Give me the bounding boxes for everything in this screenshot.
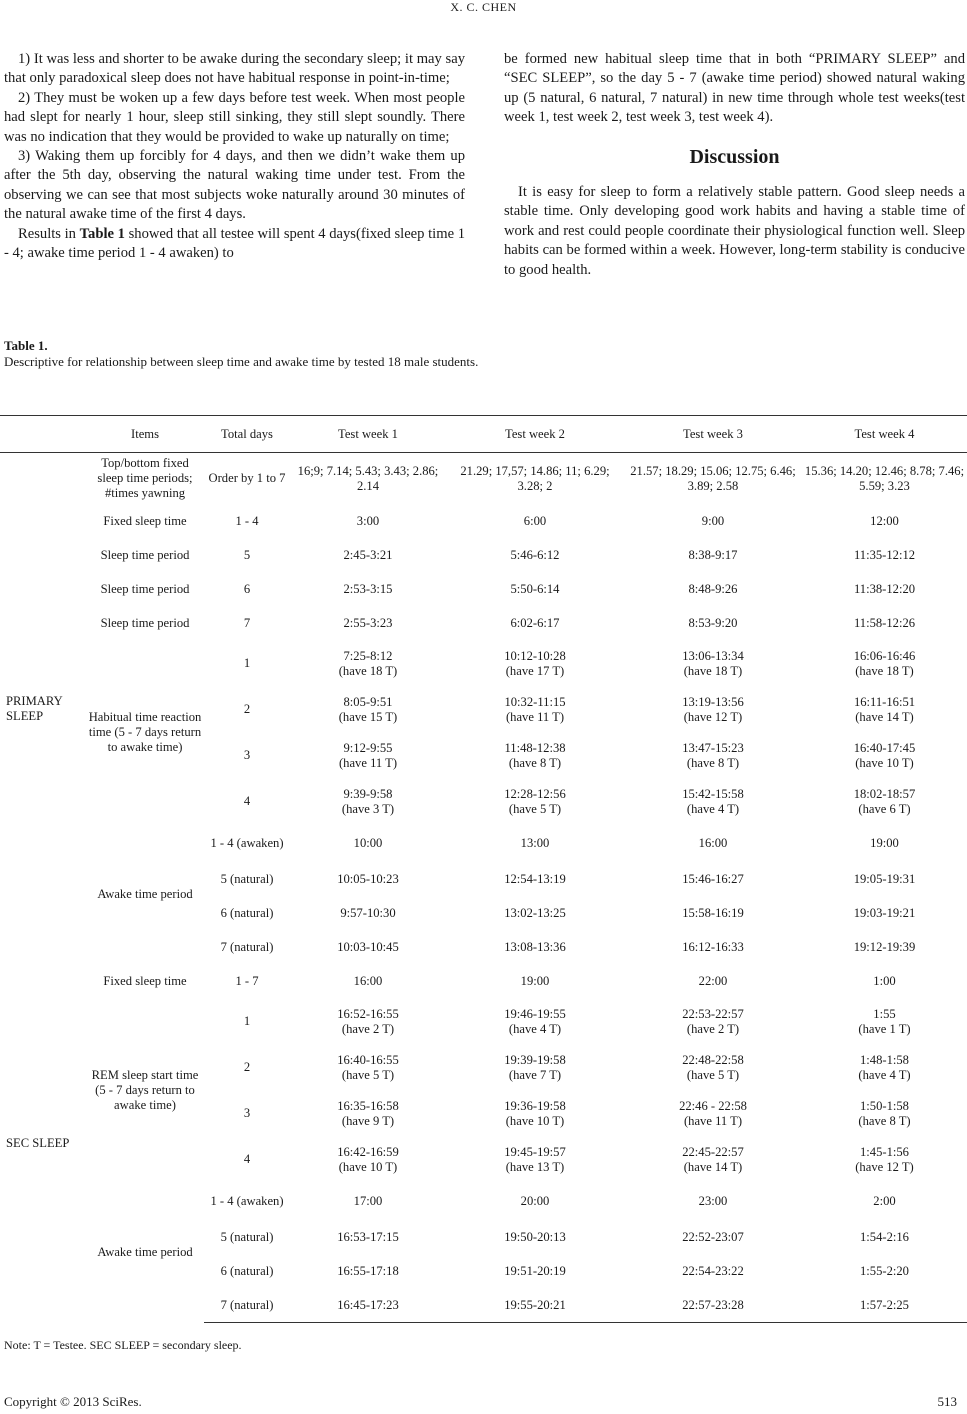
time-value: 19:51-20:19 [504, 1264, 566, 1278]
week-cell [290, 897, 446, 931]
time-value: 2:00 [873, 1194, 896, 1208]
total-days-cell: 5 [243, 548, 251, 562]
week-cell [290, 453, 446, 505]
total-days-cell: 5 (natural) [220, 872, 274, 886]
time-value: 22:46 - 22:58 [679, 1098, 747, 1113]
testee-count: (have 18 T) [338, 663, 398, 678]
week-cell [446, 539, 624, 573]
week-cell [446, 687, 624, 733]
week-cell [624, 965, 802, 999]
week-cell [802, 825, 967, 863]
time-value: 15:58-16:19 [682, 906, 744, 920]
item-label: Awake time period [97, 887, 193, 901]
time-value: 12:28-12:56 [504, 786, 566, 801]
week-cell [802, 733, 967, 779]
testee-count: (have 10 T) [855, 755, 914, 770]
time-value: 5:50-6:14 [510, 582, 560, 596]
total-days-cell: 7 (natural) [204, 1289, 290, 1323]
header-cell: Items [86, 416, 204, 453]
header-cell: Total days [204, 416, 290, 453]
week-cell [290, 687, 446, 733]
table-caption-text: Descriptive for relationship between sleep time and awake time by tested 18 male students. [4, 354, 479, 369]
time-value: 1:55-2:20 [860, 1264, 909, 1278]
week-cell [802, 1255, 967, 1289]
testee-count: (have 2 T) [686, 1021, 740, 1036]
time-value: 16:06-16:46 [853, 648, 916, 663]
paragraph: 1) It was less and shorter to be awake during the secondary sleep; it may say that only paradoxical sleep does not have habitual response in point-in-time; [4, 51, 465, 87]
week-cell [802, 1045, 967, 1091]
time-value: 8:38-9:17 [688, 548, 738, 562]
week-cell [446, 999, 624, 1045]
time-value: 22:52-23:07 [682, 1230, 744, 1244]
week-cell [290, 1091, 446, 1137]
time-value: 19:46-19:55 [504, 1006, 566, 1021]
time-value: 19:55-20:21 [504, 1297, 566, 1312]
header-cell [0, 416, 86, 453]
table-row [0, 539, 967, 573]
header-cell: Test week 1 [290, 416, 446, 453]
total-days-cell: 6 (natural) [220, 906, 274, 920]
header-cell: Test week 2 [446, 416, 624, 453]
paragraph: be formed new habitual sleep time that in both “PRIMARY SLEEP” and “SEC SLEEP”, so the day 5 - 7 (awake time period) showed natural waking up (5 natural, 6 natural, 7 natural) in new time through whole test weeks(test week 1, test week 2, test week 3, test week 4). [504, 51, 965, 126]
time-value: 22:57-23:28 [682, 1297, 744, 1312]
week-cell [802, 573, 967, 607]
table-row [0, 825, 967, 863]
week-cell [802, 1289, 967, 1323]
time-value: 16:40-17:45 [853, 740, 916, 755]
week-cell [624, 607, 802, 641]
total-days-cell: 1 [243, 656, 251, 670]
time-value: 15.36; 14.20; 12.46; 8.78; 7.46; 5.59; 3.23 [804, 463, 965, 493]
time-value: 11:58-12:26 [853, 616, 916, 630]
item-label: Habitual time reaction time (5 - 7 days return to awake time) [88, 710, 202, 754]
time-value: 10:12-10:28 [504, 648, 566, 663]
week-cell [624, 1183, 802, 1221]
week-cell [290, 733, 446, 779]
testee-count: (have 2 T) [341, 1021, 395, 1036]
week-cell [446, 1137, 624, 1183]
time-value: 16:53-17:15 [337, 1230, 399, 1244]
time-value: 18:02-18:57 [853, 786, 916, 801]
time-value: 22:48-22:58 [682, 1052, 744, 1067]
item-label: Top/bottom fixed sleep time periods; #times yawning [97, 456, 193, 501]
week-cell [624, 1091, 802, 1137]
total-days-cell: Order by 1 to 7 [208, 471, 286, 486]
table-row [0, 641, 967, 687]
testee-count: (have 11 T) [683, 1113, 743, 1128]
week-cell [802, 931, 967, 965]
testee-count: (have 14 T) [855, 709, 914, 724]
total-days-cell: 1 - 4 (awaken) [210, 1194, 284, 1208]
week-cell [802, 779, 967, 825]
results-post: showed that all testee will spent 4 days(fixed sleep time 1 - 4; awake time period 1 - 4 awaken) to [4, 225, 465, 262]
week-cell [290, 1289, 446, 1323]
time-value: 13:00 [520, 836, 550, 850]
testee-count: (have 5 T) [341, 1067, 395, 1082]
week-cell [446, 825, 624, 863]
week-cell [802, 965, 967, 999]
week-cell [802, 505, 967, 539]
week-cell [446, 1221, 624, 1255]
copyright: Copyright © 2013 SciRes. [4, 1394, 142, 1409]
time-value: 22:00 [698, 974, 728, 988]
week-cell [802, 999, 967, 1045]
time-value: 21.57; 18.29; 15.06; 12.75; 6.46; 3.89; 2.58 [630, 463, 796, 493]
time-value: 15:46-16:27 [682, 872, 744, 886]
time-value: 16:55-17:18 [337, 1264, 399, 1278]
total-days-cell: 2 [243, 1060, 251, 1074]
week-cell [802, 897, 967, 931]
time-value: 3:00 [356, 514, 380, 528]
week-cell [446, 965, 624, 999]
week-cell [624, 1045, 802, 1091]
paragraph: 3) Waking them up forcibly for 4 days, and then we didn’t wake them up after the 5th day, observing the natural waking time under test. From the observing we can see that most subjects woke naturally around 30 minutes of the natural awake time of the first 4 days. [4, 148, 465, 223]
week-cell [624, 641, 802, 687]
time-value: 7:25-8:12 [343, 648, 393, 663]
week-cell [624, 999, 802, 1045]
testee-count: (have 1 T) [858, 1021, 911, 1036]
total-days-cell: 4 [243, 794, 251, 808]
week-cell [446, 1255, 624, 1289]
time-value: 16:40-16:55 [337, 1052, 399, 1067]
time-value: 19:36-19:58 [504, 1098, 566, 1113]
time-value: 1:50-1:58 [860, 1098, 909, 1113]
section-label: SEC SLEEP [6, 1136, 70, 1150]
time-value: 2:45-3:21 [343, 548, 393, 562]
week-cell [290, 779, 446, 825]
week-cell [624, 573, 802, 607]
total-days-cell: 6 [243, 582, 251, 596]
week-cell [290, 1183, 446, 1221]
week-cell [446, 573, 624, 607]
week-cell [802, 1137, 967, 1183]
time-value: 5:46-6:12 [510, 548, 560, 562]
time-value: 16:52-16:55 [337, 1006, 399, 1021]
week-cell [624, 1289, 802, 1323]
week-cell [624, 539, 802, 573]
time-value: 21.29; 17,57; 14.86; 11; 6.29; 3.28; 2 [460, 463, 610, 493]
week-cell [290, 1255, 446, 1289]
time-value: 23:00 [698, 1194, 728, 1208]
total-days-cell: 6 (natural) [220, 1264, 274, 1278]
week-cell [446, 453, 624, 505]
week-cell [624, 825, 802, 863]
time-value: 8:05-9:51 [343, 694, 393, 709]
time-value: 22:45-22:57 [682, 1144, 744, 1159]
testee-count: (have 14 T) [683, 1159, 743, 1174]
table-header-row [0, 416, 967, 453]
week-cell [624, 1221, 802, 1255]
total-days-cell: 3 [243, 1106, 251, 1120]
item-label: Sleep time period [100, 548, 190, 562]
week-cell [802, 607, 967, 641]
week-cell [802, 687, 967, 733]
week-cell [290, 1221, 446, 1255]
table-caption [4, 338, 478, 370]
week-cell [446, 505, 624, 539]
week-cell [624, 1255, 802, 1289]
week-cell [624, 931, 802, 965]
testee-count: (have 12 T) [855, 1159, 914, 1174]
week-cell [290, 863, 446, 897]
paragraph: It is easy for sleep to form a relatively stable pattern. Good sleep needs a stable time. Only developing good work habits and having a stable time of work and rest could people coordinate their physiological function well. Sleep habits can be formed within a week. However, long-term stability is conducive to good health. [504, 184, 965, 278]
data-table [0, 415, 967, 1323]
week-cell [290, 641, 446, 687]
testee-count: (have 12 T) [683, 709, 743, 724]
time-value: 6:02-6:17 [510, 616, 560, 630]
table-body [0, 453, 967, 1323]
week-cell [624, 779, 802, 825]
table-row [0, 965, 967, 999]
time-value: 12:00 [870, 514, 899, 528]
time-value: 16:35-16:58 [337, 1098, 399, 1113]
testee-count: (have 8 T) [686, 755, 740, 770]
week-cell [802, 1183, 967, 1221]
week-cell [290, 999, 446, 1045]
week-cell [624, 1137, 802, 1183]
table-row [0, 607, 967, 641]
time-value: 11:35-12:12 [853, 548, 916, 562]
week-cell [290, 931, 446, 965]
time-value: 16:00 [353, 974, 383, 988]
results-paragraph [4, 225, 465, 264]
testee-count: (have 6 T) [858, 801, 911, 816]
time-value: 9:12-9:55 [343, 740, 393, 755]
week-cell [446, 1091, 624, 1137]
total-days-cell: 1 - 4 [235, 514, 259, 528]
time-value: 1:48-1:58 [860, 1052, 909, 1067]
week-cell [446, 733, 624, 779]
table-row [0, 453, 967, 505]
testee-count: (have 9 T) [341, 1113, 395, 1128]
time-value: 12:54-13:19 [504, 872, 566, 886]
total-days-cell: 1 - 4 (awaken) [210, 836, 284, 850]
week-cell [446, 1045, 624, 1091]
section-label: PRIMARY SLEEP [6, 693, 63, 723]
paragraph: 2) They must be woken up a few days before test week. When most people had slept for nearly 1 hour, sleep still sinking, they still slept soundly. There was no indication that they would be provided to wake up naturally on time; [4, 89, 465, 145]
testee-count: (have 10 T) [338, 1159, 398, 1174]
time-value: 2:53-3:15 [343, 582, 393, 596]
total-days-cell: 5 (natural) [220, 1230, 274, 1244]
time-value: 13:06-13:34 [682, 648, 744, 663]
time-value: 16:42-16:59 [337, 1144, 399, 1159]
time-value: 19:03-19:21 [853, 906, 916, 920]
week-cell [624, 863, 802, 897]
week-cell [290, 539, 446, 573]
week-cell [802, 863, 967, 897]
time-value: 9:57-10:30 [340, 906, 396, 920]
testee-count: (have 5 T) [686, 1067, 740, 1082]
time-value: 13:02-13:25 [504, 906, 566, 920]
header-cell: Test week 4 [802, 416, 967, 453]
time-value: 11:38-12:20 [853, 582, 916, 596]
time-value: 13:19-13:56 [682, 694, 744, 709]
testee-count: (have 10 T) [505, 1113, 565, 1128]
week-cell [290, 825, 446, 863]
time-value: 16:45-17:23 [337, 1297, 399, 1312]
testee-count: (have 11 T) [505, 709, 565, 724]
time-value: 10:00 [353, 836, 383, 850]
week-cell [624, 687, 802, 733]
week-cell [624, 505, 802, 539]
time-value: 16:12-16:33 [682, 940, 744, 954]
time-value: 11:48-12:38 [504, 740, 566, 755]
running-header: X. C. CHEN [450, 0, 517, 14]
week-cell [446, 779, 624, 825]
time-value: 19:00 [520, 974, 550, 988]
time-value: 16:00 [698, 836, 728, 850]
testee-count: (have 18 T) [683, 663, 743, 678]
week-cell [290, 965, 446, 999]
week-cell [802, 1221, 967, 1255]
table-row [0, 1183, 967, 1221]
table-row [0, 505, 967, 539]
item-label: Sleep time period [100, 582, 190, 596]
time-value: 1:57-2:25 [860, 1297, 909, 1312]
total-days-cell: 7 (natural) [220, 940, 274, 954]
time-value: 19:05-19:31 [853, 872, 916, 886]
time-value: 2:55-3:23 [343, 616, 393, 630]
time-value: 1:00 [873, 974, 896, 988]
week-cell [446, 1289, 624, 1323]
total-days-cell: 1 [243, 1014, 251, 1028]
testee-count: (have 8 T) [508, 755, 562, 770]
week-cell [446, 931, 624, 965]
time-value: 1:55 [873, 1006, 896, 1021]
testee-count: (have 17 T) [505, 663, 565, 678]
time-value: 9:39-9:58 [343, 786, 393, 801]
testee-count: (have 8 T) [858, 1113, 911, 1128]
testee-count: (have 18 T) [855, 663, 914, 678]
time-value: 8:48-9:26 [688, 582, 738, 596]
week-cell [446, 641, 624, 687]
testee-count: (have 7 T) [508, 1067, 562, 1082]
time-value: 6:00 [523, 514, 547, 528]
week-cell [290, 505, 446, 539]
right-column [504, 50, 965, 280]
total-days-cell: 3 [243, 748, 251, 762]
week-cell [446, 863, 624, 897]
page-number: 513 [937, 1394, 957, 1409]
table-row [0, 573, 967, 607]
discussion-heading: Discussion [689, 145, 780, 168]
time-value: 13:47-15:23 [682, 740, 744, 755]
time-value: 22:54-23:22 [682, 1264, 744, 1278]
testee-count: (have 15 T) [338, 709, 398, 724]
time-value: 19:45-19:57 [504, 1144, 566, 1159]
week-cell [290, 573, 446, 607]
left-column [4, 50, 465, 263]
time-value: 19:00 [870, 836, 899, 850]
header-cell: Test week 3 [624, 416, 802, 453]
time-value: 10:32-11:15 [504, 694, 566, 709]
total-days-cell: 1 - 7 [235, 974, 259, 988]
testee-count: (have 11 T) [338, 755, 398, 770]
time-value: 17:00 [353, 1194, 383, 1208]
time-value: 1:45-1:56 [860, 1144, 909, 1159]
table-row [0, 999, 967, 1045]
time-value: 19:50-20:13 [504, 1230, 566, 1244]
table-ref: Table 1 [79, 225, 125, 242]
total-days-cell: 2 [243, 702, 251, 716]
page-footer [4, 1394, 957, 1410]
time-value: 10:05-10:23 [337, 872, 399, 886]
item-label: Awake time period [97, 1245, 193, 1259]
week-cell [802, 539, 967, 573]
time-value: 10:03-10:45 [337, 940, 399, 954]
time-value: 9:00 [701, 514, 725, 528]
item-label: Fixed sleep time [103, 514, 187, 528]
week-cell [290, 1137, 446, 1183]
time-value: 8:53-9:20 [688, 616, 738, 630]
table-label: Table 1. [4, 338, 48, 353]
testee-count: (have 4 T) [858, 1067, 911, 1082]
time-value: 13:08-13:36 [504, 940, 566, 954]
week-cell [802, 641, 967, 687]
item-label: REM sleep start time (5 - 7 days return to awake time) [91, 1068, 199, 1112]
testee-count: (have 4 T) [508, 1021, 562, 1036]
week-cell [290, 1045, 446, 1091]
testee-count: (have 3 T) [341, 801, 395, 816]
week-cell [624, 733, 802, 779]
testee-count: (have 13 T) [505, 1159, 565, 1174]
time-value: 19:12-19:39 [853, 940, 916, 954]
time-value: 16;9; 7.14; 5.43; 3.43; 2.86; 2.14 [297, 463, 439, 493]
time-value: 16:11-16:51 [853, 694, 916, 709]
time-value: 22:53-22:57 [682, 1006, 744, 1021]
item-label: Sleep time period [100, 616, 190, 630]
week-cell [446, 1183, 624, 1221]
time-value: 15:42-15:58 [682, 786, 744, 801]
time-value: 19:39-19:58 [504, 1052, 566, 1067]
week-cell [802, 1091, 967, 1137]
week-cell [446, 607, 624, 641]
time-value: 20:00 [520, 1194, 550, 1208]
table-note: Note: T = Testee. SEC SLEEP = secondary sleep. [4, 1338, 242, 1352]
testee-count: (have 4 T) [686, 801, 740, 816]
week-cell [802, 453, 967, 505]
week-cell [290, 607, 446, 641]
total-days-cell: 4 [243, 1152, 251, 1166]
week-cell [624, 897, 802, 931]
week-cell [624, 453, 802, 505]
week-cell [446, 897, 624, 931]
results-pre: Results in [18, 225, 80, 242]
time-value: 1:54-2:16 [860, 1230, 909, 1244]
item-label: Fixed sleep time [103, 974, 187, 988]
testee-count: (have 5 T) [508, 801, 562, 816]
total-days-cell: 7 [243, 616, 251, 630]
